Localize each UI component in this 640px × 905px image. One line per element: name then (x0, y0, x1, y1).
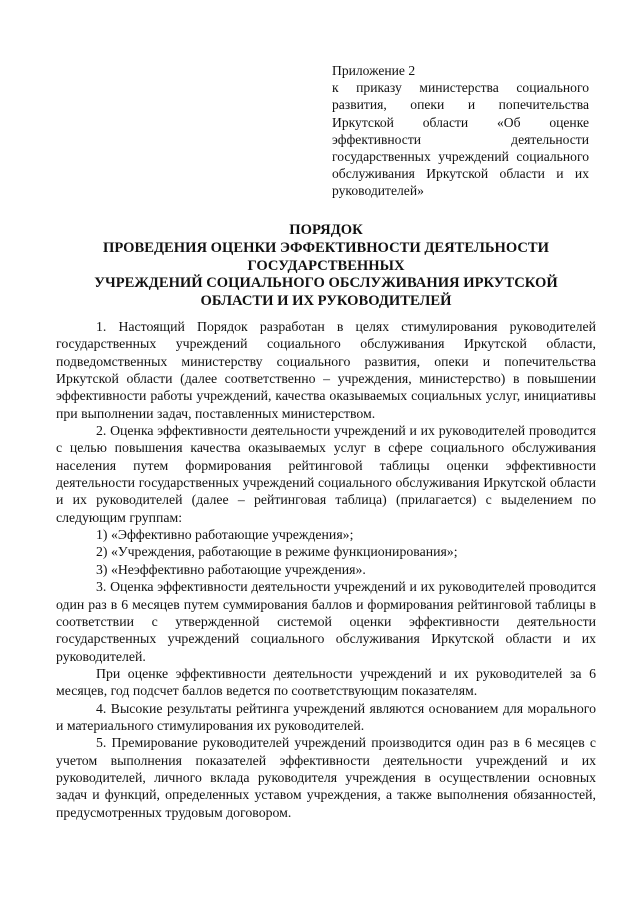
group-item-3: 3) «Неэффективно работающие учреждения». (96, 561, 366, 577)
group-item-2: 2) «Учреждения, работающие в режиме функционирования»; (96, 544, 458, 560)
title-line-3: ГОСУДАРСТВЕННЫХ (247, 257, 405, 274)
document-body (56, 318, 596, 821)
paragraph-3: 3. Оценка эффективности деятельности учреждений и их руководителей проводится один раз в 6 месяцев путем суммирования баллов и формирования рейтинговой таблицы в соответствии с утвержденной системой оценки эффективности деятельности государственных учреждений социального обслуживания Иркутской области и их руководителей. (56, 579, 596, 664)
paragraph-2: 2. Оценка эффективности деятельности учреждений и их руководителей проводится с целью повышения качества оказываемых услуг в сфере социального обслуживания населения путем формирования рейтинговой таблицы оценки эффективности деятельности государственных учреждений социального обслуживания Иркутской области и их руководителей (далее – рейтинговая таблица) (прилагается) с выделением по следующим группам: (56, 423, 596, 525)
appendix-text: к приказу министерства социального развития, опеки и попечительства Иркутской области «Об оценке эффективности деятельности государственных учреждений социального обслуживания Иркутской области и их руководителей» (332, 80, 589, 199)
title-line-2: ПРОВЕДЕНИЯ ОЦЕНКИ ЭФФЕКТИВНОСТИ ДЕЯТЕЛЬНОСТИ (103, 239, 549, 256)
appendix-block (332, 62, 589, 200)
title-line-5: ОБЛАСТИ И ИХ РУКОВОДИТЕЛЕЙ (200, 293, 452, 310)
appendix-title: Приложение 2 (332, 63, 416, 78)
paragraph-4: 4. Высокие результаты рейтинга учреждений являются основанием для морального и материального стимулирования их руководителей. (56, 700, 596, 733)
paragraph-1: 1. Настоящий Порядок разработан в целях стимулирования руководителей государственных учреждений социального обслуживания Иркутской области, подведомственных министерству социального развития, опеки и попечительства Иркутской области (далее соответственно – учреждения, министерство) в повышении эффективности работы учреждений, качества оказываемых социальных услуг, инициативы при выполнении задач, поставленных министерством. (56, 319, 596, 421)
group-item-1: 1) «Эффективно работающие учреждения»; (96, 527, 354, 543)
paragraph-3-note: При оценке эффективности деятельности учреждений и их руководителей за 6 месяцев, год подсчет баллов ведется по соответствующим показателям. (56, 665, 596, 699)
title-line-4: УЧРЕЖДЕНИЙ СОЦИАЛЬНОГО ОБСЛУЖИВАНИЯ ИРКУТСКОЙ (94, 275, 558, 292)
paragraph-5: 5. Премирование руководителей учреждений производится один раз в 6 месяцев с учетом выполнения показателей эффективности деятельности учреждений и их руководителей, личного вклада руководителя учреждения в осуществлении основных задач и функций, определенных уставом учреждения, а также выполнения обязанностей, предусмотренных трудовым договором. (56, 735, 596, 820)
title-line-1: ПОРЯДОК (289, 222, 363, 238)
document-title (60, 222, 592, 311)
